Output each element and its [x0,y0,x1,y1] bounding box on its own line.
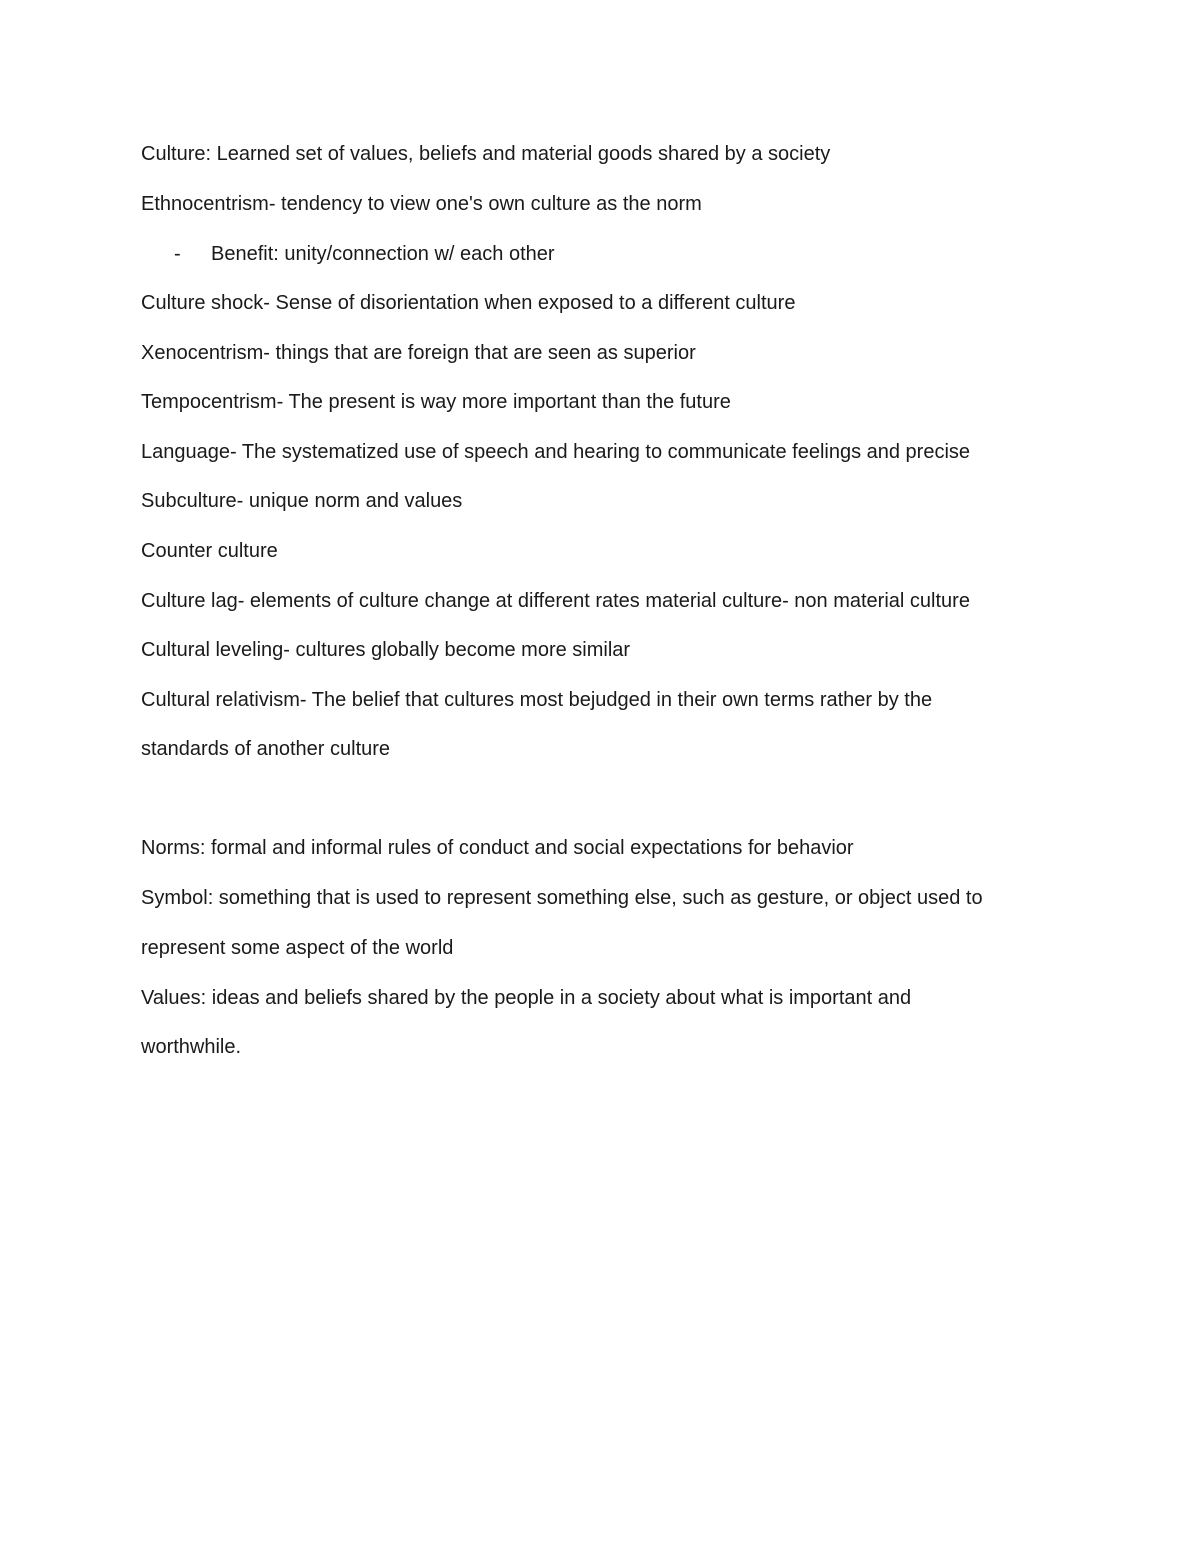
definition-symbol: Symbol: something that is used to represent something else, such as gesture, or object used to [141,887,983,909]
definition-culture: Culture: Learned set of values, beliefs and material goods shared by a society [141,143,831,165]
definition-culture-shock: Culture shock- Sense of disorientation when exposed to a different culture [141,292,796,314]
definition-symbol-continued: represent some aspect of the world [141,937,454,959]
definition-culture-lag: Culture lag- elements of culture change at different rates material culture- non material culture [141,590,970,612]
definition-subculture: Subculture- unique norm and values [141,490,463,512]
definition-language: Language- The systematized use of speech and hearing to communicate feelings and precise [141,441,971,463]
definition-tempocentrism: Tempocentrism- The present is way more important than the future [141,391,731,413]
definition-xenocentrism: Xenocentrism- things that are foreign that are seen as superior [141,342,696,364]
definition-norms: Norms: formal and informal rules of conduct and social expectations for behavior [141,837,854,859]
definition-values: Values: ideas and beliefs shared by the people in a society about what is important and [141,987,912,1009]
definition-cultural-relativism: Cultural relativism- The belief that cultures most bejudged in their own terms rather by the [141,689,933,711]
bullet-benefit: Benefit: unity/connection w/ each other [211,243,555,265]
definition-ethnocentrism: Ethnocentrism- tendency to view one's own culture as the norm [141,193,702,215]
definition-counter-culture: Counter culture [141,540,278,562]
definition-cultural-leveling: Cultural leveling- cultures globally become more similar [141,639,631,661]
definition-cultural-relativism-continued: standards of another culture [141,738,391,760]
bullet-marker: - [174,243,181,265]
definition-values-continued: worthwhile. [141,1036,242,1058]
